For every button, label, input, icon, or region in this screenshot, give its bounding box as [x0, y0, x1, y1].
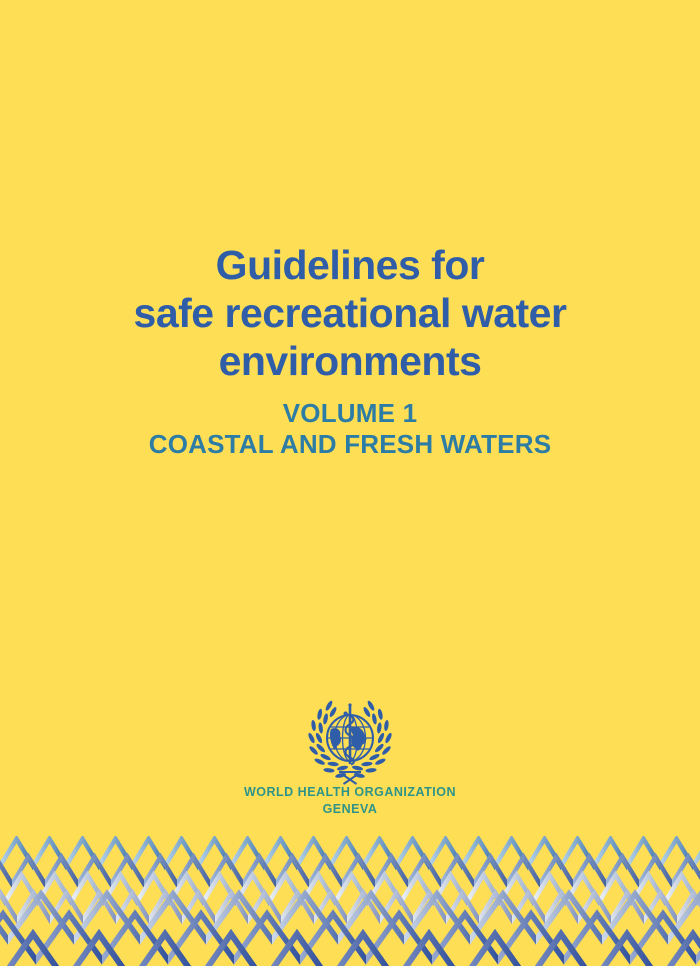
volume-label: VOLUME 1 — [282, 398, 418, 428]
who-emblem-icon — [300, 694, 400, 788]
publisher-city: GENEVA — [322, 802, 378, 816]
snake-head-icon — [344, 712, 348, 716]
title-line-1: Guidelines for — [215, 242, 485, 288]
publisher-name: WORLD HEALTH ORGANIZATION — [243, 785, 456, 799]
subtitle-block — [0, 398, 700, 460]
subtitle-text: COASTAL AND FRESH WATERS — [148, 429, 552, 459]
publisher-block — [0, 784, 700, 818]
page-title — [0, 241, 700, 385]
staff-knob-icon — [348, 703, 351, 706]
title-line-3: environments — [218, 338, 482, 384]
zigzag-wave-pattern — [0, 836, 700, 966]
who-emblem — [300, 694, 400, 793]
title-line-2: safe recreational water — [133, 290, 567, 336]
